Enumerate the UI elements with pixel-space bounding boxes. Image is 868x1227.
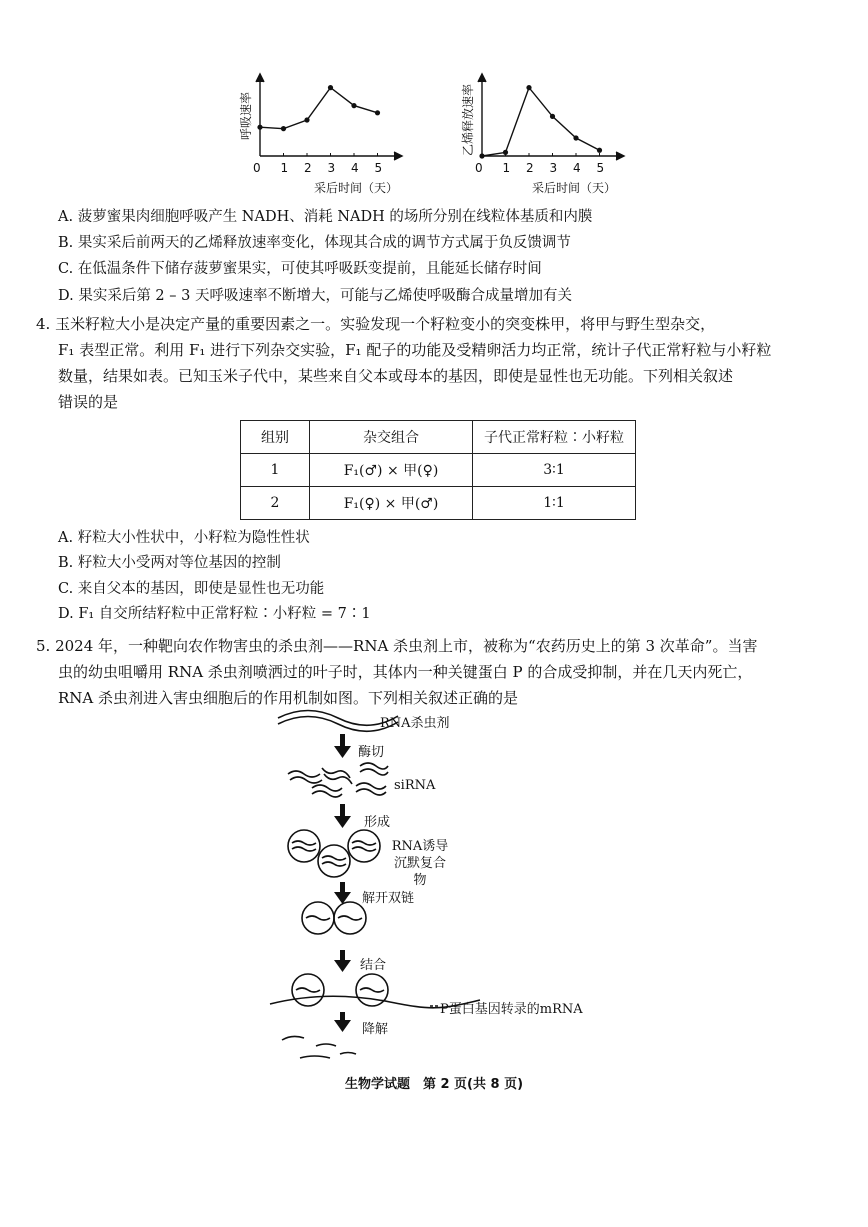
x-tick-label: 1 <box>502 161 511 175</box>
x-axis-label: 采后时间（天） <box>314 181 399 195</box>
q4-option-c: C. 来自父本的基因，即使是显性也无功能 <box>58 581 325 597</box>
sirna-fragment <box>288 771 320 777</box>
label-mrna: P蛋白基因转录的mRNA <box>440 1002 583 1017</box>
table-row <box>241 454 636 487</box>
degraded-fragment <box>340 1053 356 1055</box>
header-group: 组别 <box>241 421 310 454</box>
arrow-down-icon <box>334 734 351 758</box>
cross-table <box>240 420 636 520</box>
cell: 1∶1 <box>473 487 636 520</box>
label-step-unwind: 解开双链 <box>362 891 415 906</box>
q3-option-a: A. 菠萝蜜果肉细胞呼吸产生 NADH、消耗 NADH 的场所分别在线粒体基质和内膜 <box>58 209 593 225</box>
x-tick-label: 3 <box>549 161 558 175</box>
x-tick-label: 3 <box>327 161 336 175</box>
risc-complex <box>318 845 350 877</box>
data-point <box>597 148 602 153</box>
data-point <box>526 85 531 90</box>
q4-line-3: 数量，结果如表。已知玉米子代中，某些来自父本或母本的基因，即使是显性也无功能。下列相关叙述 <box>58 367 734 385</box>
q5-line-3: RNA 杀虫剂进入害虫细胞后的作用机制如图。下列相关叙述正确的是 <box>58 689 519 707</box>
q4-option-a: A. 籽粒大小性状中，小籽粒为隐性性状 <box>58 530 310 546</box>
q3-option-c: C. 在低温条件下储存菠萝蜜果实，可使其呼吸跃变提前，且能延长储存时间 <box>58 261 542 277</box>
data-point <box>573 135 578 140</box>
x-axis-label: 采后时间（天） <box>532 181 617 195</box>
sirna-fragment <box>360 763 388 769</box>
y-arrow <box>478 74 486 82</box>
data-point <box>281 126 286 131</box>
label-sirna: siRNA <box>394 778 436 793</box>
y-axis-label: 乙烯释放速率 <box>461 83 475 156</box>
x-tick-label: 0 <box>253 161 261 175</box>
y-arrow <box>256 74 264 82</box>
sirna-fragment <box>360 769 388 775</box>
cell: 2 <box>241 487 310 520</box>
x-tick-label: 2 <box>526 161 534 175</box>
x-arrow <box>616 152 624 160</box>
q4-line-1: 4. 玉米籽粒大小是决定产量的重要因素之一。实验发现一个籽粒变小的突变株甲，将甲与野生型杂交， <box>36 315 716 333</box>
risc-complex <box>348 830 380 862</box>
label-step-degrade: 降解 <box>362 1022 389 1037</box>
table-row <box>241 487 636 520</box>
data-point <box>375 110 380 115</box>
label-step-form: 形成 <box>364 815 391 830</box>
label-rna-pesticide: RNA杀虫剂 <box>380 716 450 731</box>
x-tick-label: 4 <box>351 161 359 175</box>
data-point <box>550 114 555 119</box>
x-tick-label: 5 <box>596 161 605 175</box>
x-arrow <box>394 152 402 160</box>
label-step-cleave: 酶切 <box>358 745 385 760</box>
label-risc: RNA诱导沉默复合物 <box>391 839 449 888</box>
degraded-fragment <box>282 1036 304 1040</box>
x-tick-label: 2 <box>304 161 312 175</box>
q4-line-4: 错误的是 <box>58 393 119 411</box>
q3-option-d: D. 果实采后第 2 – 3 天呼吸速率不断增大，可能与乙烯使呼吸酶合成量增加有关 <box>58 288 572 304</box>
data-point <box>257 125 262 130</box>
table-header-row <box>241 421 636 454</box>
arrow-down-icon <box>334 882 351 904</box>
y-axis-label: 呼吸速率 <box>239 91 253 140</box>
sirna-fragment <box>312 785 342 791</box>
cell: F₁(♀) × 甲(♂) <box>310 487 473 520</box>
arrow-down-icon <box>334 1012 351 1032</box>
q3-option-b: B. 果实采后前两天的乙烯释放速率变化，体现其合成的调节方式属于负反馈调节 <box>58 235 571 251</box>
sirna-fragment <box>290 777 322 783</box>
series-line <box>260 88 378 129</box>
risc-complex <box>288 830 320 862</box>
sirna-fragment <box>312 791 342 797</box>
header-cross: 杂交组合 <box>310 421 473 454</box>
cell: 3∶1 <box>473 454 636 487</box>
degraded-fragment <box>316 1044 336 1046</box>
degraded-fragment <box>300 1056 330 1058</box>
sirna-fragment <box>356 783 386 789</box>
respiration-chart <box>236 72 416 202</box>
header-ratio: 子代正常籽粒∶小籽粒 <box>473 421 636 454</box>
q5-line-2: 虫的幼虫咀嚼用 RNA 杀虫剂喷洒过的叶子时，其体内一种关键蛋白 P 的合成受抑制，并在几天内死亡， <box>58 663 753 681</box>
arrow-down-icon <box>334 950 351 972</box>
arrow-down-icon <box>334 804 351 828</box>
page-footer: 生物学试题 第 2 页(共 8 页) <box>344 1077 524 1092</box>
q4-line-2: F₁ 表型正常。利用 F₁ 进行下列杂交实验，F₁ 配子的功能及受精卵活力均正常，统计子代正常籽粒与小籽粒 <box>58 341 772 359</box>
x-tick-label: 5 <box>374 161 383 175</box>
q4-option-b: B. 籽粒大小受两对等位基因的控制 <box>58 555 281 571</box>
x-tick-label: 1 <box>280 161 289 175</box>
q5-line-1: 5. 2024 年，一种靶向农作物害虫的杀虫剂——RNA 杀虫剂上市，被称为“农药历史上的第 3 次革命”。当害 <box>36 637 758 655</box>
label-step-bind: 结合 <box>360 958 387 973</box>
x-tick-label: 4 <box>573 161 581 175</box>
ethylene-chart <box>458 72 638 202</box>
cell: 1 <box>241 454 310 487</box>
series-line <box>482 88 600 156</box>
x-tick-label: 0 <box>475 161 483 175</box>
data-point <box>351 103 356 108</box>
q4-option-d: D. F₁ 自交所结籽粒中正常籽粒∶小籽粒 = 7∶1 <box>58 606 371 622</box>
sirna-fragment <box>356 789 386 795</box>
data-point <box>304 117 309 122</box>
data-point <box>328 85 333 90</box>
cell: F₁(♂) × 甲(♀) <box>310 454 473 487</box>
